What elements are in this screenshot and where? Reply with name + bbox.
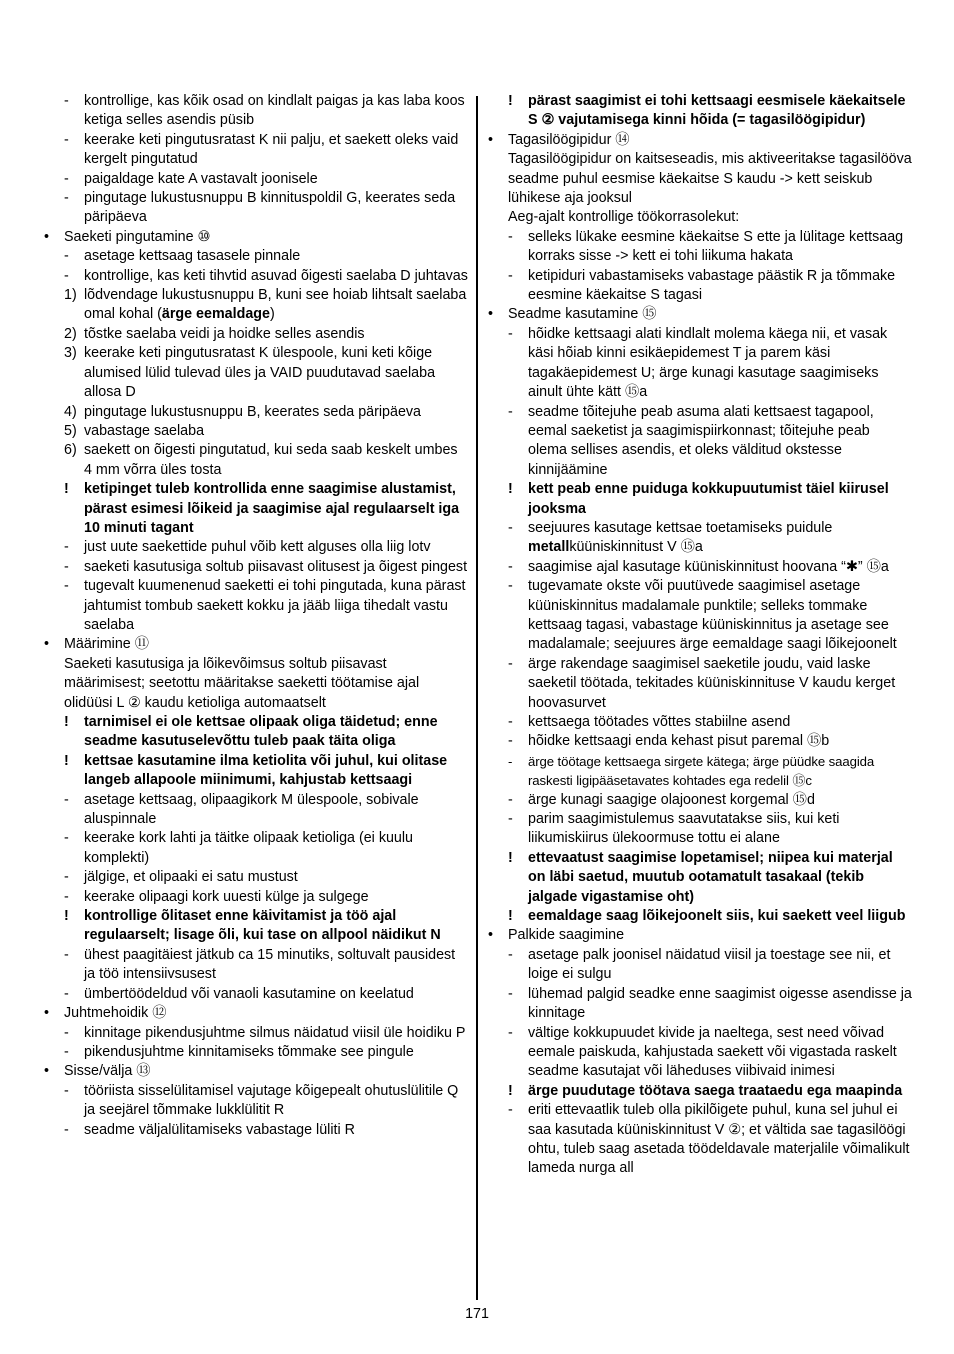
item-text: Tagasilöögipidur on kaitseseadis, mis aktiveeritakse tagasilööva seadme puhul eesmise käekaitse S kaudu -> kett seiskub lühikese aja jooksul [508,151,912,207]
item-text-tail: ) [269,306,275,323]
dash-marker: - [508,985,513,1002]
dash-item [44,577,468,635]
item-text: vabastage saelaba [84,422,205,439]
dash-marker: - [508,1024,513,1041]
item-text: ärge töötage kettsaega sirgete kätega; ärge püüdke saagida raskesti ligipääsetavates kohtades ega redelil ⑮c [528,753,875,789]
item-text: Seadme kasutamine ⑮ [508,306,657,323]
item-text: saeketi kasutusiga soltub piisavast olitusest ja õigest pingest [84,558,468,575]
item-text: tugevamate okste või puutüvede saagimisel asetage küüniskinnitus madalamale punktile; selleks tommake kettsaag tagasi, vabastage küüniskinnitus ja asetage see madalamale; seejuures ärge eemaldage saagi lõikejoonelt [528,578,897,653]
item-text: Määrimine ⑪ [64,636,150,653]
dash-marker: - [508,325,513,342]
dash-item [488,1101,912,1179]
paragraph [44,655,468,713]
dash-marker: - [64,1082,69,1099]
numbered-step [44,344,468,402]
dash-marker: - [64,190,69,207]
dash-item [44,189,468,228]
item-text: asetage kettsaag, olipaagikork M ülespoole, sobivale aluspinnale [84,791,419,828]
dash-item [44,868,468,887]
dash-marker: - [508,267,513,284]
dash-marker: - [508,1102,513,1119]
warning-marker: ! [508,481,513,498]
warning-marker: ! [508,849,513,866]
right-column [488,92,912,1179]
bullet-marker: • [44,228,50,245]
item-text: vältige kokkupuudet kivide ja naeltega, sest need võivad eemale paiskuda, kahjustada saekett või vigastada raskelt seadme kasutajat või läheduses viibivaid inimesi [528,1024,897,1080]
item-text: kontrollige õlitaset enne käivitamist ja töö ajal regulaarselt; lisage õli, kui tase on allpool näidikut N [84,908,441,944]
step-number: 3) [64,345,77,362]
dash-item [44,1082,468,1121]
item-text: just uute saekettide puhul võib kett alguses olla liig lotv [84,539,431,556]
dash-item [488,985,912,1024]
bold-emphasis: metall [528,539,570,556]
warning-item [488,92,912,131]
dash-marker: - [508,403,513,420]
warning-item [488,1082,912,1101]
step-number: 2) [64,325,77,342]
item-text: parim saagimistulemus saavutatakse siis, kui keti liikumiskiirus ülekoormuse tottu ei alane [528,811,840,847]
dash-item [44,247,468,266]
item-text: Saeketi pingutamine ⑩ [64,228,211,245]
dash-marker: - [64,267,69,284]
warning-marker: ! [508,908,513,925]
bullet-item [488,131,912,150]
bold-emphasis: ärge eemaldage [161,306,270,323]
item-text: ketipinget tuleb kontrollida enne saagimise alustamist, pärast esimesi lõikeid ja saagimise ajal regulaarselt iga 10 minuti tagant [84,481,460,536]
paragraph [488,208,912,227]
numbered-step [44,441,468,480]
dash-item [44,829,468,868]
dash-marker: - [64,539,69,556]
dash-item [44,558,468,577]
item-text: ketipiduri vabastamiseks vabastage päästik R ja tõmmake eesmine käekaitse S tagasi [528,267,896,304]
item-text: kontrollige, kas kõik osad on kindlalt paigas ja kas laba koos ketiga selles asendis püsib [84,93,465,129]
item-text: keerake olipaagi kork uuesti külge ja sulgege [84,888,369,905]
warning-marker: ! [508,1082,513,1099]
item-text: tarnimisel ei ole kettsae olipaak oliga täidetud; enne seadme kasutuselevõttu tuleb paak täita oliga [84,714,438,750]
warning-marker: ! [64,481,69,498]
item-text: hõidke kettsaagi alati kindlalt molema käega nii, et vasak käsi hõiab kinni esikäepidemest T ja parem käsi tagakäepidemest U; ärge kunagi kasutage saagimiseks ainult ühte kätt ⑮a [528,325,888,401]
item-text-tail: küüniskinnitust V ⑮a [569,539,703,556]
dash-item [488,713,912,732]
dash-marker: - [508,655,513,672]
warning-marker: ! [508,93,513,109]
dash-item [488,655,912,713]
warning-item [488,849,912,907]
dash-item [488,1024,912,1082]
bullet-item [488,926,912,945]
dash-item [44,131,468,170]
item-text: pingutage lukustusnuppu B kinnituspoldil G, keerates seda päripäeva [84,190,456,226]
item-text: asetage kettsaag tasasele pinnale [84,248,301,265]
warning-item [44,480,468,538]
bullet-item [44,635,468,654]
dash-marker: - [508,228,513,245]
dash-item [488,519,912,558]
dash-marker: - [64,248,69,265]
dash-item [44,888,468,907]
dash-marker: - [508,733,513,750]
bullet-item [44,228,468,247]
item-text: tõstke saelaba veidi ja hoidke selles asendis [84,325,365,342]
item-text: lõdvendage lukustusnuppu B, kuni see hoiab lihtsalt saelaba omal kohal ( [84,287,467,323]
bullet-marker: • [44,1005,50,1022]
item-text: Tagasilöögipidur ⑭ [508,131,630,148]
dash-item [488,810,912,849]
left-column [44,92,468,1140]
item-text: ärge puudutage töötava saega traataedu ega maapinda [528,1082,903,1099]
dash-marker: - [64,1024,69,1041]
item-text: seejuures kasutage kettsae toetamiseks puidule [528,519,833,536]
item-text: keerake keti pingutusratast K ülespoole, kuni keti kõige alumised lülid tulevad üles ja VAID puudutavad saelaba allosa D [84,345,436,401]
dash-marker: - [64,93,69,109]
dash-item [44,1043,468,1062]
item-text: kinnitage pikendusjuhtme silmus näidatud viisil üle hoidiku P [84,1024,466,1041]
bullet-marker: • [488,927,494,944]
warning-item [44,907,468,946]
dash-marker: - [64,558,69,575]
dash-marker: - [64,1043,69,1060]
dash-marker: - [508,578,513,595]
dash-marker: - [64,1121,69,1138]
item-text: tööriista sisselülitamisel vajutage kõigepealt ohutuslülitile Q ja seejärel tõmmake lukklülitit R [84,1082,459,1119]
paragraph [488,150,912,208]
item-text: keerake kork lahti ja täitke olipaak ketioliga (ei kuulu komplekti) [84,830,414,866]
dash-marker: - [508,811,513,828]
bullet-marker: • [488,306,494,323]
item-text: saekett on õigesti pingutatud, kui seda saab keskelt umbes 4 mm võrra üles tosta [84,442,458,478]
numbered-step [44,325,468,344]
item-text: Palkide saagimine [508,927,625,944]
dash-item [44,92,468,131]
dash-item [488,946,912,985]
dash-item [44,170,468,189]
item-text: paigaldage kate A vastavalt joonisele [84,170,318,187]
step-number: 6) [64,442,77,459]
item-text: Aeg-ajalt kontrollige töökorrasolekut: [508,209,740,226]
bullet-item [44,1062,468,1081]
dash-marker: - [508,558,513,575]
item-text: ettevaatust saagimise lopetamisel; niipea kui materjal on läbi saetud, muutub ootamatult tasakaal (tekib jalgade vigastamise oht) [528,849,893,905]
item-text: ümbertöödeldud või vanaoli kasutamine on keelatud [84,985,414,1002]
dash-marker: - [64,946,69,963]
warning-marker: ! [64,714,69,730]
item-text: kontrollige, kas keti tihvtid asuvad õigesti saelaba D juhtavas [84,267,468,284]
item-text: hõidke kettsaagi enda kehast pisut paremal ⑮b [528,733,830,750]
dash-marker: - [508,946,513,963]
item-text: kettsae kasutamine ilma ketiolita või juhul, kui olitase langeb allapoole miinimumi, kahjustab kettsaagi [84,752,448,789]
warning-item [44,752,468,791]
numbered-step [44,422,468,441]
dash-item [44,538,468,557]
bullet-marker: • [44,1063,50,1080]
dash-item [488,228,912,267]
step-number: 4) [64,403,77,420]
dash-marker: - [64,888,69,905]
item-text: saagimise ajal kasutage küüniskinnitust hoovana “✱” ⑮a [528,558,889,575]
item-text: Sisse/välja ⑬ [64,1063,151,1080]
bullet-marker: • [44,636,50,653]
item-text: pikendusjuhtme kinnitamiseks tõmmake see pingule [84,1043,414,1060]
dash-marker: - [64,830,69,847]
item-text: seadme tõitejuhe peab asuma alati kettsaest tagapool, eemal saeketist ja saagimispiirkonnast; tõitejuhe peab olema sellises asendis, et oleks välditud okstesse kinnijäämine [528,403,874,478]
item-text: kett peab enne puiduga kokkupuutumist täiel kiirusel jooksma [528,481,889,517]
item-text: kettsaega töötades võttes stabiilne asend [528,714,791,730]
dash-marker: - [64,869,69,886]
item-text: eriti ettevaatlik tuleb olla pikilõigete puhul, kuna sel juhul ei saa kasutada küüniskinnitust V ②; et vältida sae tagasilöögi ohtu, tuleb saag asetada töödeldavale materjalile võimalikult lameda nurga all [528,1102,910,1177]
dash-marker: - [64,791,69,808]
step-number: 1) [64,287,77,304]
step-number: 5) [64,422,77,439]
bullet-item [488,305,912,324]
dash-item [488,732,912,751]
item-text: tugevalt kuumenenud saeketti ei tohi pingutada, kuna pärast jahtumist tombub saekett kokku ja jääb liiga tihedalt vastu saelaba [84,578,466,633]
dash-marker: - [508,714,513,730]
item-text: lühemad palgid seadke enne saagimist oigesse asendisse ja kinnitage [528,985,912,1022]
item-text: ärge rakendage saagimisel saeketile joudu, vaid laske saeketil töötada, tekitades küüniskinnituse V kaudu kerget hoovasurvet [528,655,896,711]
dash-item [488,791,912,810]
warning-marker: ! [64,908,69,925]
warning-item [44,713,468,752]
dash-item [488,558,912,577]
item-text: pärast saagimist ei tohi kettsaagi eesmisele käekaitsele S ② vajutamisega kinni hõida (= tagasilöögipidur) [528,93,906,129]
warning-marker: ! [64,752,69,769]
dash-item [488,267,912,306]
item-text: ärge kunagi saagige olajoonest korgemal ⑮d [528,791,815,808]
dash-marker: - [508,519,513,536]
item-text: jälgige, et olipaaki ei satu mustust [84,869,298,886]
dash-item [488,577,912,655]
bullet-item [44,1004,468,1023]
item-text: seadme väljalülitamiseks vabastage lüliti R [84,1121,355,1138]
item-text: asetage palk joonisel näidatud viisil ja toestage see nii, et loige ei sulgu [528,946,891,983]
dash-item [44,985,468,1004]
dash-item [488,325,912,403]
warning-item [488,907,912,926]
item-text: keerake keti pingutusratast K nii palju, et saekett oleks vaid kergelt pingutatud [84,131,459,168]
item-text: Saeketi kasutusiga ja lõikevõimsus soltub piisavast määrimisest; seetottu määritakse saeketti töötamise ajal olidüüsi L ② kaudu ketioliga automaatselt [64,655,420,711]
dash-item [488,752,912,791]
item-text: selleks lükake eesmine käekaitse S ette ja lülitage kettsaag korraks sisse -> kett ei tohi liikuma hakata [528,228,904,265]
dash-marker: - [64,170,69,187]
bullet-marker: • [488,131,494,148]
column-divider [476,96,478,1300]
dash-marker: - [64,578,69,595]
item-text: pingutage lukustusnuppu B, keerates seda päripäeva [84,403,422,420]
numbered-step [44,286,468,325]
dash-item [44,1024,468,1043]
dash-item [488,403,912,481]
dash-item [44,791,468,830]
page-number: 171 [465,1306,489,1322]
dash-marker: - [64,985,69,1002]
item-text: ühest paagitäiest jätkub ca 15 minutiks, soltuvalt pausidest ja töö intensiivsusest [84,946,456,983]
dash-marker: - [508,791,513,808]
dash-item [44,1121,468,1140]
numbered-step [44,403,468,422]
dash-marker: - [508,753,513,769]
item-text: Juhtmehoidik ⑫ [64,1005,167,1022]
dash-item [44,946,468,985]
dash-item [44,267,468,286]
item-text: eemaldage saag lõikejoonelt siis, kui saekett veel liigub [528,908,906,925]
warning-item [488,480,912,519]
dash-marker: - [64,131,69,148]
